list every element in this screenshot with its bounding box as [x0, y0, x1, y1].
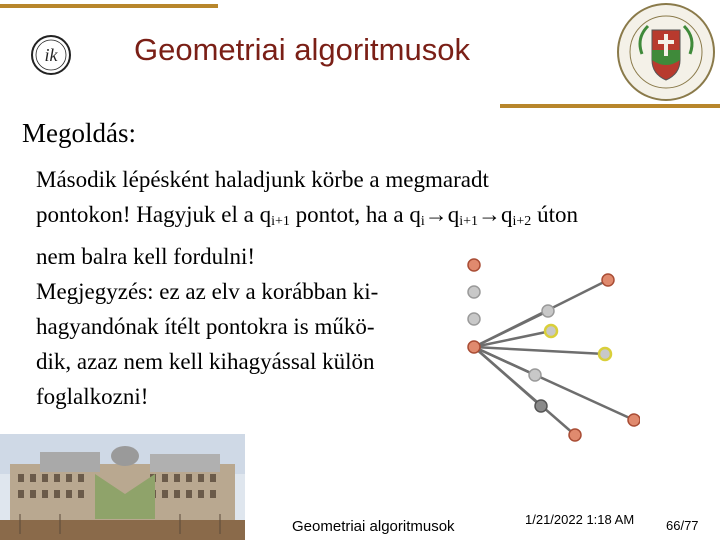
footer-page-number: 66/77 — [666, 518, 699, 533]
header-bottom-rule — [500, 104, 720, 108]
campus-building-photo — [0, 434, 245, 540]
paragraph-line-2: pontokon! Hagyjuk el a $q_{i+1}$ pontot, ha a $q_i\to q_{i+1}\to q_{i+2}$ úton — [36, 202, 578, 229]
note-line-1: Megjegyzés: ez az elv a korábban ki- — [36, 279, 379, 304]
paragraph-line-1: Második lépésként haladjunk körbe a megmaradt — [36, 167, 489, 192]
svg-text:ik: ik — [44, 45, 58, 65]
university-seal-icon — [612, 0, 720, 104]
note-line-3: dik, azaz nem kell kihagyással külön — [36, 349, 375, 374]
note-line-2: hagyandónak ítélt pontokra is műkö- — [36, 314, 375, 339]
page-title: Geometriai algoritmusok — [134, 32, 470, 67]
footer-date: 1/21/2022 1:18 AM — [525, 512, 635, 527]
note-line-4: foglalkozni! — [36, 384, 149, 409]
point-fan-diagram-icon — [440, 250, 640, 450]
ik-logo-icon — [28, 32, 74, 78]
section-heading: Megoldás: — [22, 118, 136, 148]
footer-title: Geometriai algoritmusok — [292, 518, 455, 535]
header-top-rule — [0, 4, 218, 8]
paragraph-line-3: nem balra kell fordulni! — [36, 244, 256, 269]
